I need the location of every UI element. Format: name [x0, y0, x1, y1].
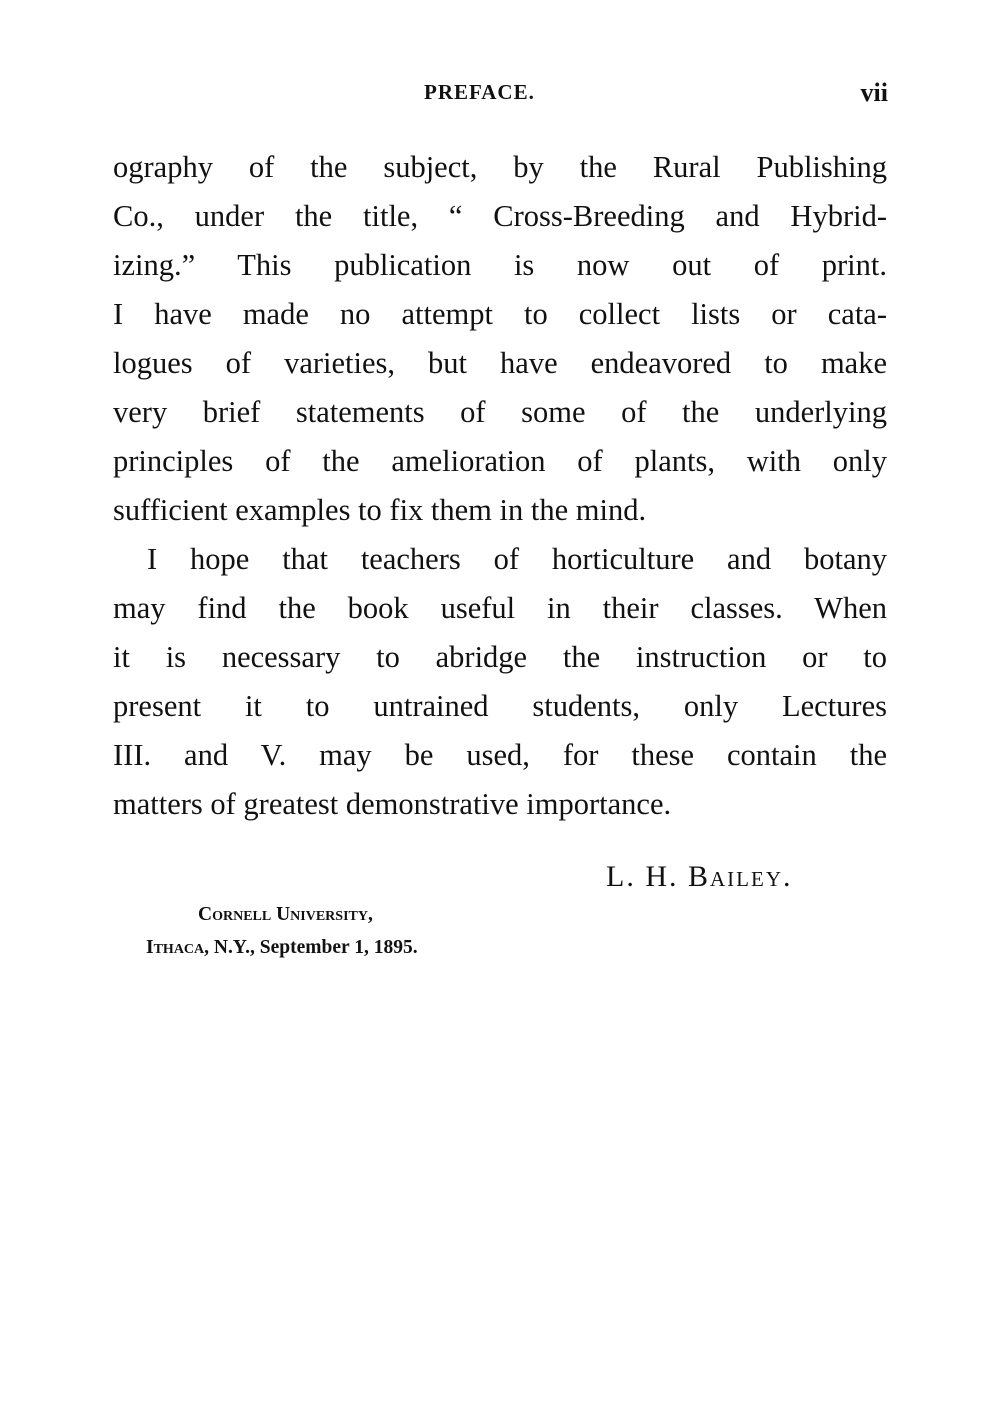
text-line: matters of greatest demonstrative importance. — [113, 787, 672, 821]
text-line: izing.” This publication is now out of print. — [113, 248, 887, 282]
institution: Cornell University, — [198, 904, 373, 925]
text-line: may find the book useful in their classes. When — [113, 591, 887, 625]
date: N.Y., September 1, 1895. — [209, 937, 418, 958]
text-line: it is necessary to abridge the instruction or to — [113, 640, 887, 674]
text-line: Co., under the title, “ Cross-Breeding and Hybrid- — [113, 199, 887, 233]
text-line: ography of the subject, by the Rural Publishing — [113, 150, 887, 184]
author-signature: L. H. Bailey. — [606, 860, 793, 893]
text-line: sufficient examples to fix them in the mind. — [113, 493, 647, 527]
running-title: PREFACE. — [424, 80, 535, 104]
body-text — [113, 143, 887, 829]
text-line: I hope that teachers of horticulture and botany — [147, 542, 887, 576]
text-line: very brief statements of some of the underlying — [113, 395, 887, 429]
running-head — [112, 80, 888, 112]
text-line: III. and V. may be used, for these contain the — [113, 738, 887, 772]
dateline — [146, 898, 418, 964]
page-number: vii — [860, 78, 888, 107]
text-line: I have made no attempt to collect lists or cata- — [113, 297, 887, 331]
text-line: present it to untrained students, only Lectures — [113, 689, 887, 723]
place-and-date — [146, 931, 418, 964]
paragraph-2 — [113, 535, 887, 829]
place: Ithaca, — [146, 937, 210, 958]
text-line: principles of the amelioration of plants, with only — [113, 444, 887, 478]
paragraph-1 — [113, 143, 887, 535]
text-line: logues of varieties, but have endeavored to make — [113, 346, 887, 380]
